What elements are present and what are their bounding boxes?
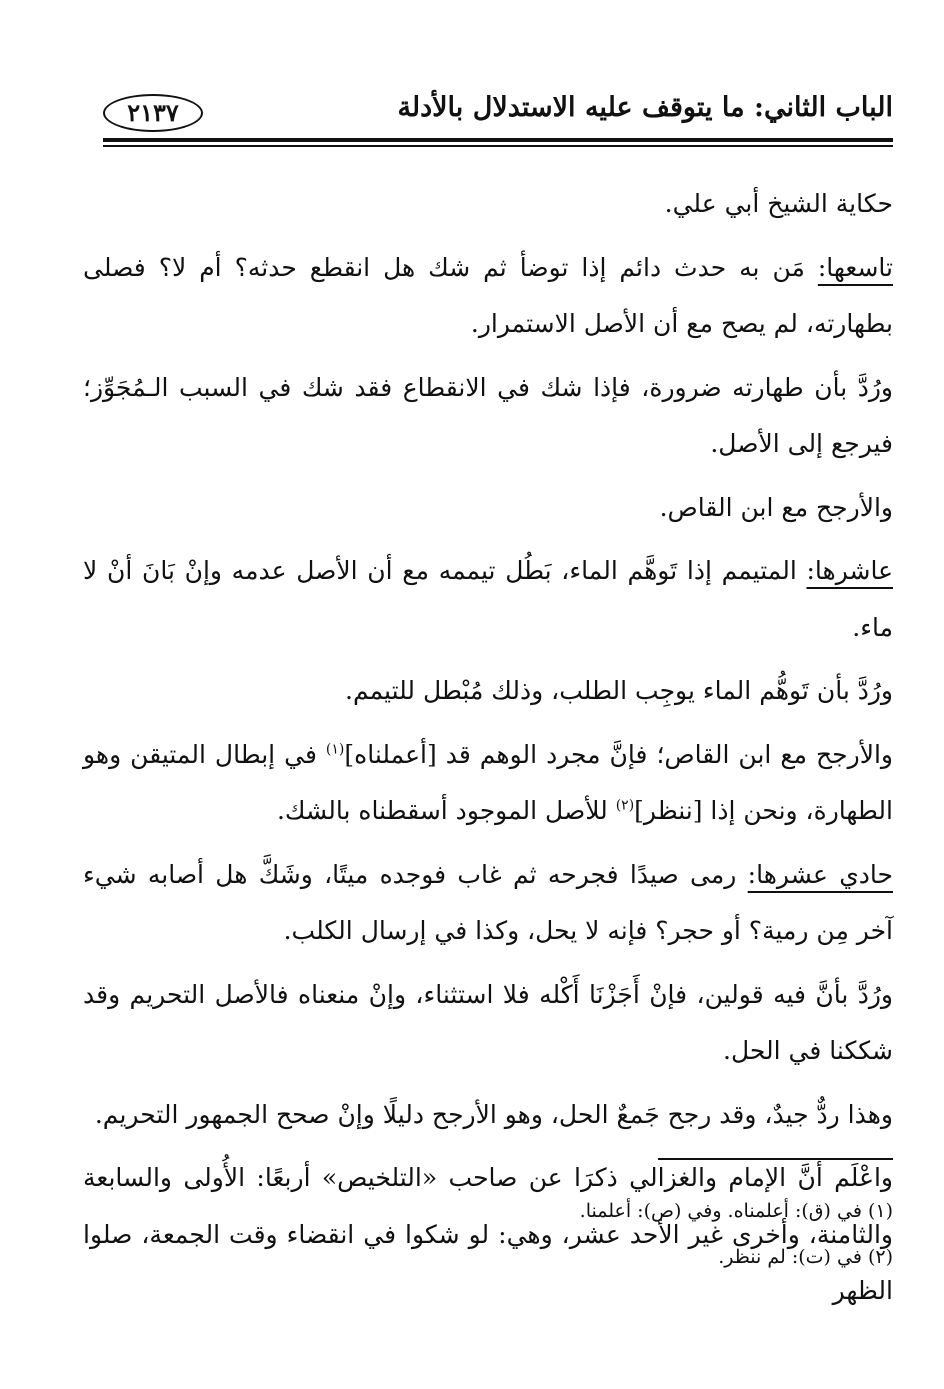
main-text	[83, 176, 893, 1327]
paragraph-10	[83, 1087, 893, 1144]
footnotes	[83, 1188, 893, 1280]
paragraph-9	[83, 967, 893, 1080]
paragraph-1	[83, 176, 893, 233]
paragraph-5	[83, 543, 893, 656]
paragraph-text: وهذا ردٌّ جيدٌ، وقد رجح جَمعٌ الحل، وهو الأرجح دليلًا وإنْ صحح الجمهور التحريم.	[94, 1099, 893, 1129]
paragraph-text: والأرجح مع ابن القاص؛ فإنَّ مجرد الوهم قد [أعملناه]	[344, 739, 893, 769]
footnote-separator	[658, 1158, 893, 1160]
footnote-ref-1: (١)	[325, 741, 345, 758]
paragraph-text: المتيمم إذا تَوهَّم الماء، بَطُل تيممه مع أن الأصل عدمه وإنْ بَانَ أنْ لا ماء.	[83, 556, 893, 642]
paragraph-text: ورُدَّ بأن تَوهُّم الماء يوجِب الطلب، وذلك مُبْطل للتيمم.	[345, 676, 893, 705]
paragraph-text: مَن به حدث دائم إذا توضأ ثم شك هل انقطع حدثه؟ أم لا؟ فصلى بطهارته، لم يصح مع أن الأصل الاستمرار.	[83, 252, 893, 338]
paragraph-6	[83, 663, 893, 720]
footnote-1: (١) في (ق): أعلمناه. وفي (ص): أعلمنا.	[579, 1200, 893, 1222]
paragraph-text: رمى صيدًا فجرحه ثم غاب فوجده ميتًا، وشَكَّ هل أصابه شيء آخر مِن رمية؟ أو حجر؟ فإنه لا يحل، وكذا في إرسال الكلب.	[83, 859, 893, 945]
paragraph-2	[83, 240, 893, 353]
section-lead: عاشرها:	[806, 556, 893, 585]
paragraph-text: ورُدَّ بأن طهارته ضرورة، فإذا شك في الانقطاع فقد شك في السبب الـمُجَوِّز؛ فيرجع إلى الأصل.	[83, 372, 893, 458]
section-lead: تاسعها:	[817, 252, 893, 282]
paragraph-text: للأصل الموجود أسقطناه بالشك.	[276, 796, 616, 825]
paragraph-text: ورُدَّ بأنَّ فيه قولين، فإنْ أَجَزْنَا أَكْله فلا استثناء، وإنْ منعناه فالأصل التحريم وقد شككنا في الحل.	[83, 979, 893, 1065]
page-number-badge: ٢١٣٧	[103, 94, 203, 132]
header-rule-thin	[103, 145, 893, 147]
paragraph-7	[83, 727, 893, 840]
paragraph-3	[83, 360, 893, 473]
paragraph-4	[83, 480, 893, 537]
page-header	[103, 88, 893, 136]
section-lead: حادي عشرها:	[747, 859, 893, 889]
running-title: الباب الثاني: ما يتوقف عليه الاستدلال بالأدلة	[397, 92, 893, 123]
paragraph-text: في إبطال المتيقن وهو الطهارة، ونحن إذا [ننظر]	[83, 739, 893, 825]
paragraph-text: حكاية الشيخ أبي علي.	[664, 189, 893, 218]
footnote-ref-2: (٢)	[615, 797, 635, 814]
paragraph-text: واعْلَم أنَّ الإمام والغزالي ذكرَا عن صاحب «التلخيص» أربعًا: الأُولى والسابعة والثامنة، وأخرى غير الأحد عشر، وهي: لو شكوا في انقضاء وقت الجمعة، صلوا الظهر	[83, 1163, 893, 1305]
paragraph-text: والأرجح مع ابن القاص.	[659, 492, 893, 522]
paragraph-8	[83, 847, 893, 960]
header-rule-thick	[103, 138, 893, 142]
footnote-2: (٢) في (ت): لم ننظر.	[718, 1246, 893, 1268]
